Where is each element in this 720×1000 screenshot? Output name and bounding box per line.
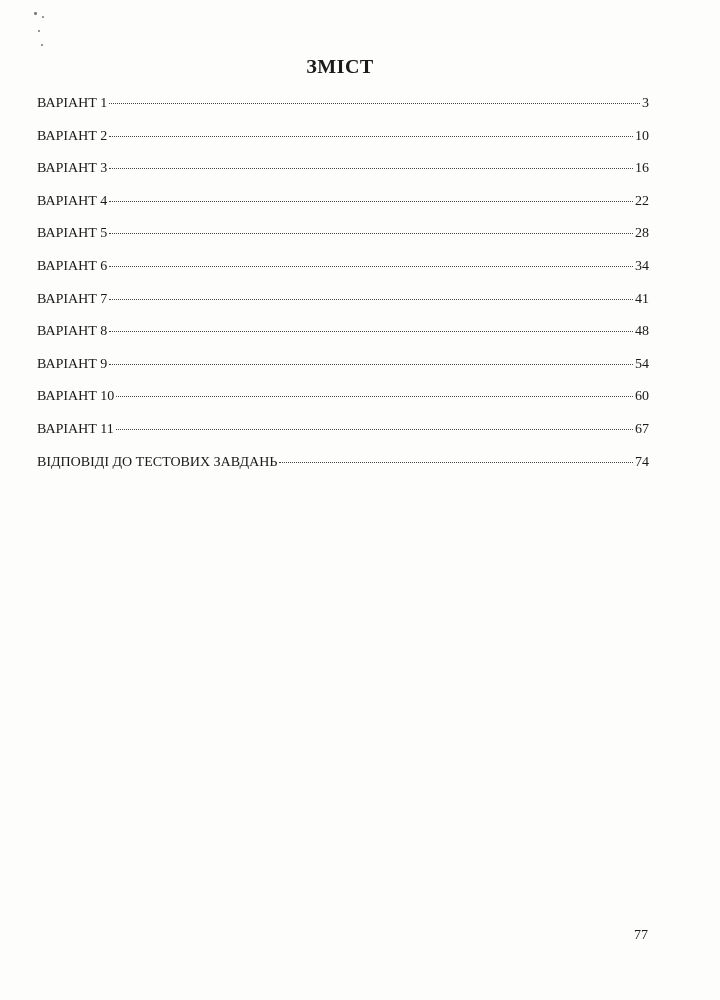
toc-entry-label: ВАРІАНТ 6 [37,258,108,274]
toc-entry-page: 74 [635,454,649,470]
toc-entry-variant-2[interactable] [37,129,649,162]
toc-entry-page: 41 [635,291,649,307]
toc-entry-page: 3 [642,96,649,111]
toc-entry-label: ВАРІАНТ 4 [37,193,108,209]
toc-entry-page: 10 [635,128,649,144]
toc-dot-leader [109,266,633,267]
toc-entry-label: ВАРІАНТ 3 [37,161,108,177]
toc-entry-label: ВАРІАНТ 9 [37,356,108,372]
toc-entry-variant-4[interactable] [37,194,649,227]
toc-entry-variant-11[interactable] [37,422,649,455]
toc-dot-leader [109,136,633,137]
toc-entry-answers[interactable] [37,455,649,488]
page-number: 77 [634,928,648,943]
toc-entry-label: ВАРІАНТ 7 [37,291,108,307]
toc-entry-variant-9[interactable] [37,357,649,390]
toc-entry-label: ВІДПОВІДІ ДО ТЕСТОВИХ ЗАВДАНЬ [37,454,278,470]
toc-entry-label: ВАРІАНТ 11 [37,421,114,437]
scan-speck [34,12,37,15]
toc-entry-page: 16 [635,161,649,177]
toc-entry-variant-8[interactable] [37,324,649,357]
toc-entry-page: 54 [635,356,649,372]
toc-entry-label: ВАРІАНТ 2 [37,128,108,144]
toc-entry-page: 67 [635,421,649,437]
toc-dot-leader [109,168,633,169]
toc-dot-leader [109,331,633,332]
toc-dot-leader [109,364,633,365]
toc-entry-label: ВАРІАНТ 1 [37,96,108,111]
toc-entry-variant-7[interactable] [37,292,649,325]
toc-dot-leader [116,396,633,397]
toc-dot-leader [109,233,633,234]
toc-entry-label: ВАРІАНТ 10 [37,389,115,405]
toc-entry-page: 60 [635,389,649,405]
toc-entry-label: ВАРІАНТ 8 [37,324,108,340]
toc-dot-leader [116,429,633,430]
toc-entry-page: 34 [635,258,649,274]
toc-entry-variant-3[interactable] [37,161,649,194]
toc-entry-page: 22 [635,193,649,209]
table-of-contents [37,96,649,487]
toc-entry-variant-5[interactable] [37,226,649,259]
toc-entry-variant-1[interactable] [37,96,649,129]
toc-entry-variant-6[interactable] [37,259,649,292]
toc-entry-page: 28 [635,226,649,242]
toc-dot-leader [109,103,640,104]
toc-entry-page: 48 [635,324,649,340]
toc-entry-variant-10[interactable] [37,389,649,422]
scan-speck [38,30,40,32]
scan-speck [41,44,43,46]
toc-entry-label: ВАРІАНТ 5 [37,226,108,242]
toc-dot-leader [109,201,633,202]
toc-dot-leader [279,462,633,463]
scan-speck [42,16,44,18]
toc-dot-leader [109,299,633,300]
page-title: ЗМІСТ [306,56,374,78]
